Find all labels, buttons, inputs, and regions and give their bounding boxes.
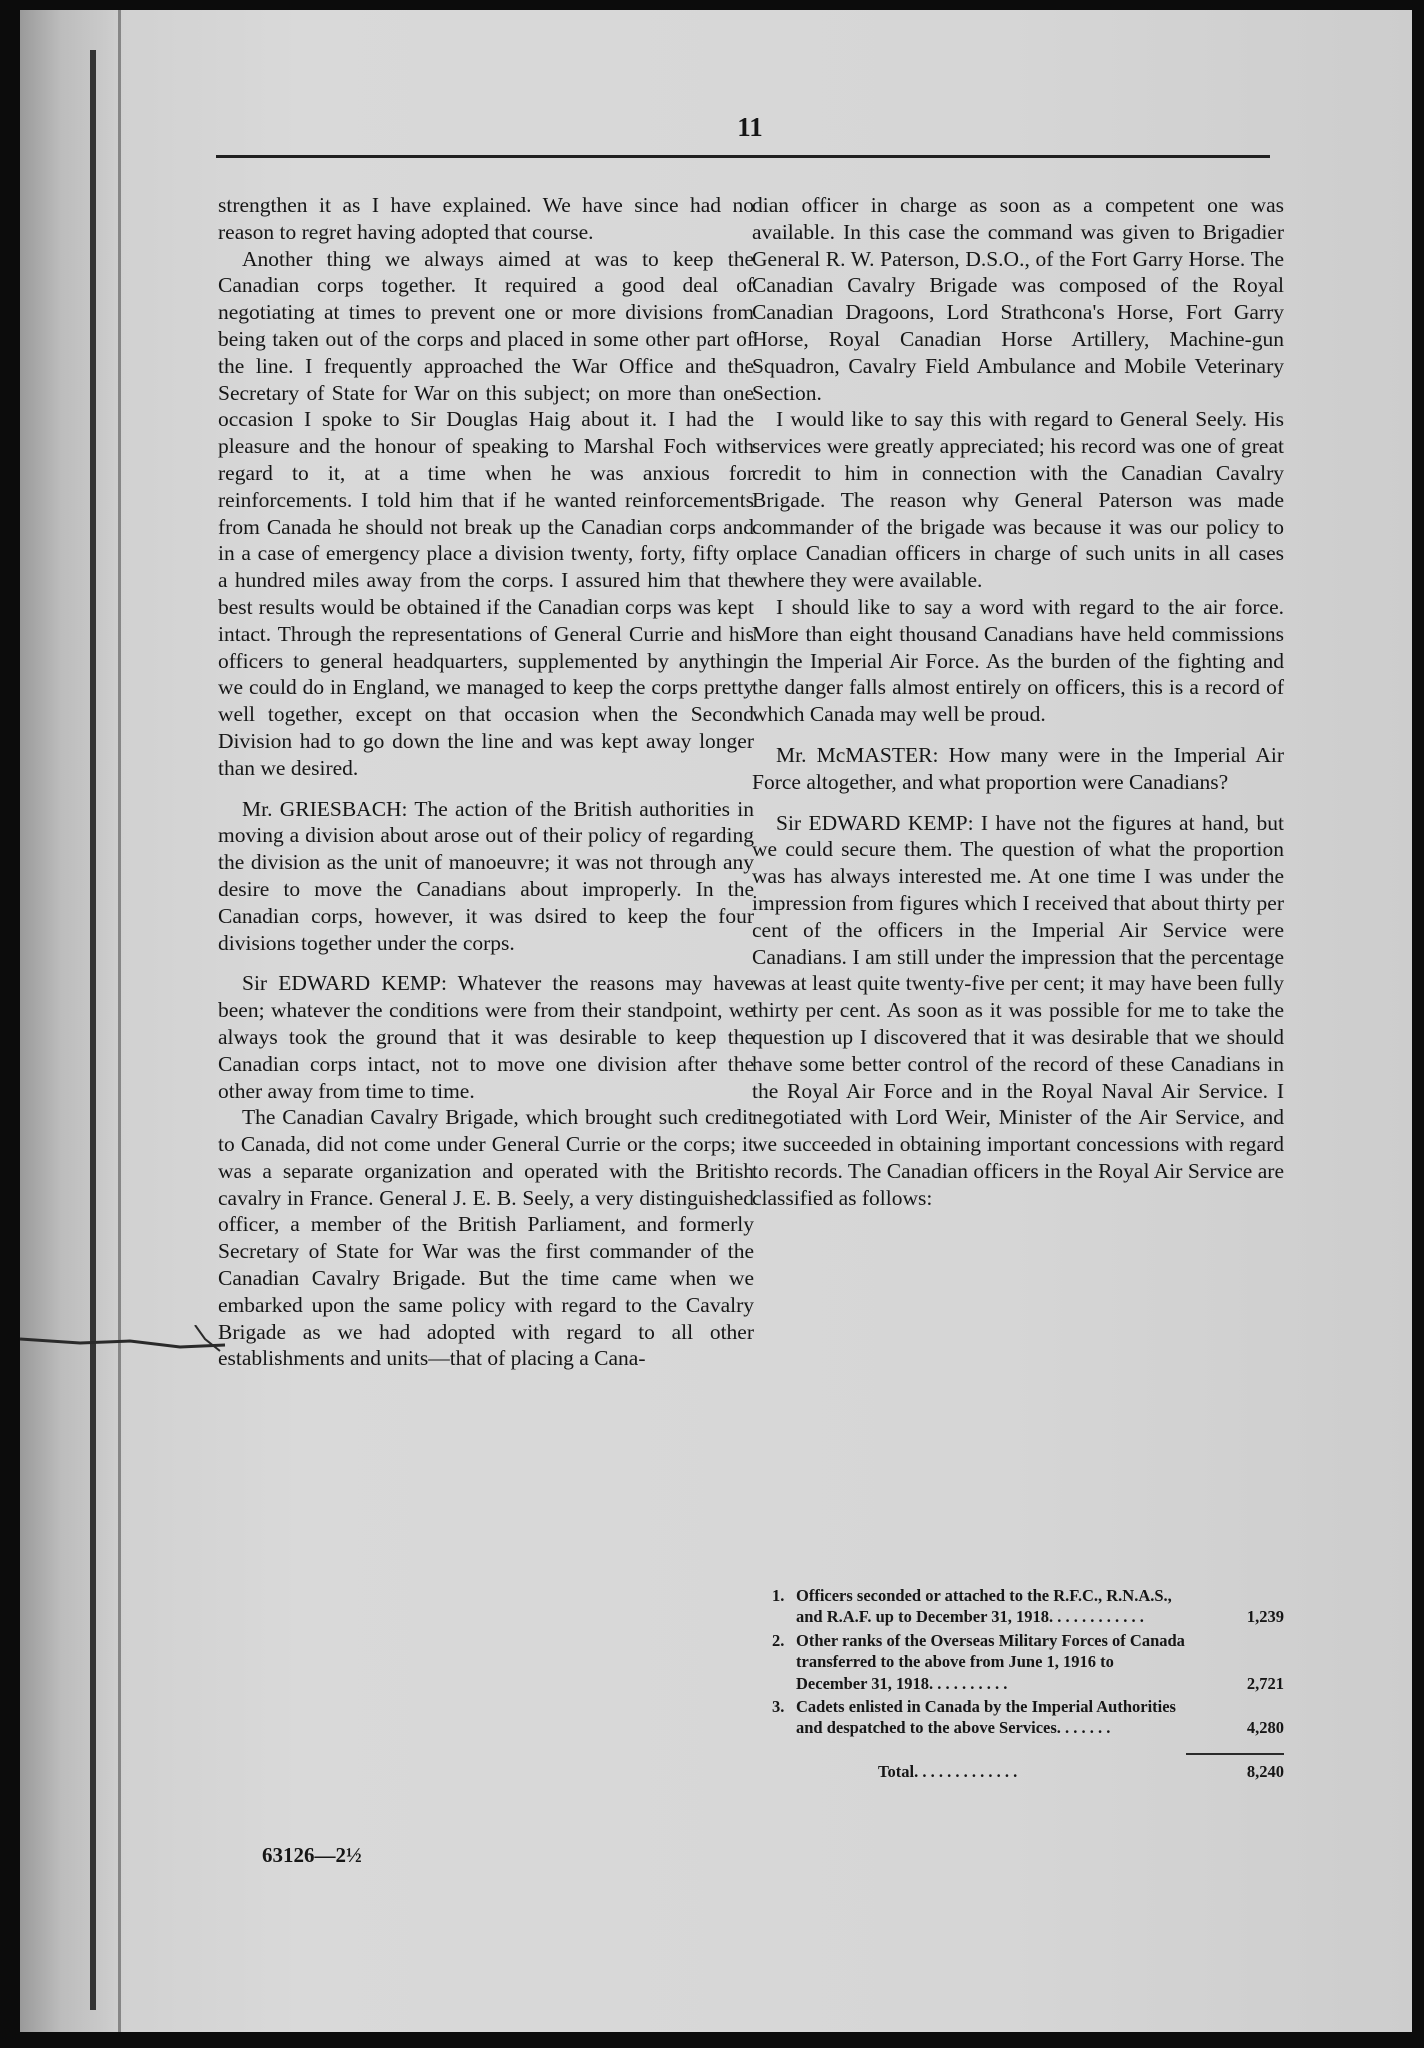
total-label: Total. . . . . . . . . . . . . [878, 1761, 1018, 1781]
table-row [772, 1696, 1284, 1739]
row-number: 2. [772, 1630, 785, 1650]
row-description: Officers seconded or attached to the R.F.C., R.N.A.S., and R.A.F. up to December 31, 1918. . . . . . . . . . . . [796, 1586, 1172, 1627]
total-value: 8,240 [1246, 1761, 1284, 1781]
table-row [772, 1630, 1284, 1694]
right-column-paragraph: Sir EDWARD KEMP: I have not the figures at hand, but we could secure them. The question of what the proportion was has always interested me. At one time I was under the impression from figures which I received that about thirty per cent of the officers in the Imperial Air Service were Canadians. I am still under the impression that the percentage was at least quite twenty-five per cent; it may have been fully thirty per cent. As soon as it was possible for me to take the question up I discovered that it was desirable that we should have some better control of the record of these Canadians in the Royal Air Force and in the Royal Naval Air Service. I negotiated with Lord Weir, Minister of the Air Service, and we succeeded in obtaining important concessions with regard to records. The Canadian officers in the Royal Air Service are classified as follows: [752, 810, 1284, 1210]
binding-shadow [20, 10, 125, 2032]
left-column-paragraph: Sir EDWARD KEMP: Whatever the reasons may have been; whatever the conditions were from their standpoint, we always took the ground that it was desirable to keep the Canadian corps intact, not to move one division after the other away from time to time. [218, 971, 754, 1103]
row-value: 2,721 [1246, 1673, 1284, 1693]
row-description: Cadets enlisted in Canada by the Imperial Authorities and despatched to the above Services. . . . . . . [796, 1697, 1176, 1738]
right-column-paragraph: dian officer in charge as soon as a competent one was available. In this case the command was given to Brigadier General R. W. Paterson, D.S.O., of the Fort Garry Horse. The Canadian Cavalry Brigade was composed of the Royal Canadian Dragoons, Lord Strathcona's Horse, Fort Garry Horse, Royal Canadian Horse Artillery, Machine-gun Squadron, Cavalry Field Ambulance and Mobile Veterinary Section. [752, 193, 1284, 405]
spine-fold [118, 10, 121, 2032]
row-number: 1. [772, 1586, 785, 1605]
table-row [772, 1585, 1284, 1628]
header-rule [216, 155, 1270, 158]
left-column-paragraph: strengthen it as I have explained. We have since had no reason to regret having adopted that course. [218, 193, 754, 244]
air-service-classification-table [772, 1585, 1284, 1782]
row-value: 1,239 [1246, 1607, 1284, 1627]
left-text-column [218, 192, 754, 1372]
left-column-paragraph: Mr. GRIESBACH: The action of the British authorities in moving a division about arose out of their policy of regarding the division as the unit of manoeuvre; it was not through any desire to move the Canadians about improperly. In the Canadian corps, however, it was dsired to keep the four divisions together under the corps. [218, 796, 754, 955]
total-rule [1186, 1753, 1284, 1755]
right-column-paragraph: Mr. McMASTER: How many were in the Imperial Air Force altogether, and what proportion were Canadians? [752, 742, 1284, 794]
left-column-paragraph: The Canadian Cavalry Brigade, which brought such credit to Canada, did not come under General Currie or the corps; it was a separate organization and operated with the British cavalry in France. General J. E. B. Seely, a very distinguished officer, a member of the British Parliament, and formerly Secretary of State for War was the first commander of the Canadian Cavalry Brigade. But the time came when we embarked upon the same policy with regard to the Cavalry Brigade as we had adopted with regard to all other establishments and units—that of placing a Cana- [218, 1105, 754, 1371]
page-number: 11 [737, 112, 763, 142]
right-column-paragraph: I should like to say a word with regard to the air force. More than eight thousand Canadians have held commissions in the Imperial Air Force. As the burden of the fighting and the danger falls almost entirely on officers, this is a record of which Canada may well be proud. [752, 594, 1284, 727]
right-column-paragraph: I would like to say this with regard to General Seely. His services were greatly appreciated; his record was one of great credit to him in connection with the Canadian Cavalry Brigade. The reason why General Paterson was made commander of the brigade was because it was our policy to place Canadian officers in charge of such units in all cases where they were available. [752, 407, 1284, 593]
row-value: 4,280 [1246, 1718, 1284, 1738]
row-description: Other ranks of the Overseas Military Forces of Canada transferred to the above from June 1, 1916 to December 31, 1918. . . . . . . . . . [796, 1630, 1185, 1693]
table-rows [772, 1585, 1284, 1739]
row-number: 3. [772, 1697, 785, 1717]
table-total-row [772, 1761, 1284, 1782]
spine-edge [90, 50, 96, 2010]
paper-tear-mark [20, 1325, 230, 1355]
right-text-column [752, 192, 1284, 1211]
left-column-paragraph: Another thing we always aimed at was to keep the Canadian corps together. It required a good deal of negotiating at times to prevent one or more divisions from being taken out of the corps and placed in some other part of the line. I frequently approached the War Office and the Secretary of State for War on this subject; on more than one occasion I spoke to Sir Douglas Haig about it. I had the pleasure and the honour of speaking to Marshal Foch with regard to it, at a time when he was anxious for reinforcements. I told him that if he wanted reinforcements from Canada he should not break up the Canadian corps and in a case of emergency place a division twenty, forty, fifty or a hundred miles away from the corps. I assured him that the best results would be obtained if the Canadian corps was kept intact. Through the representations of General Currie and his officers to general headquarters, supplemented by anything we could do in England, we managed to keep the corps pretty well together, except on that occasion when the Second Division had to go down the line and was kept away longer than we desired. [218, 246, 754, 780]
footer-print-code: 63126—2½ [262, 1843, 362, 1867]
